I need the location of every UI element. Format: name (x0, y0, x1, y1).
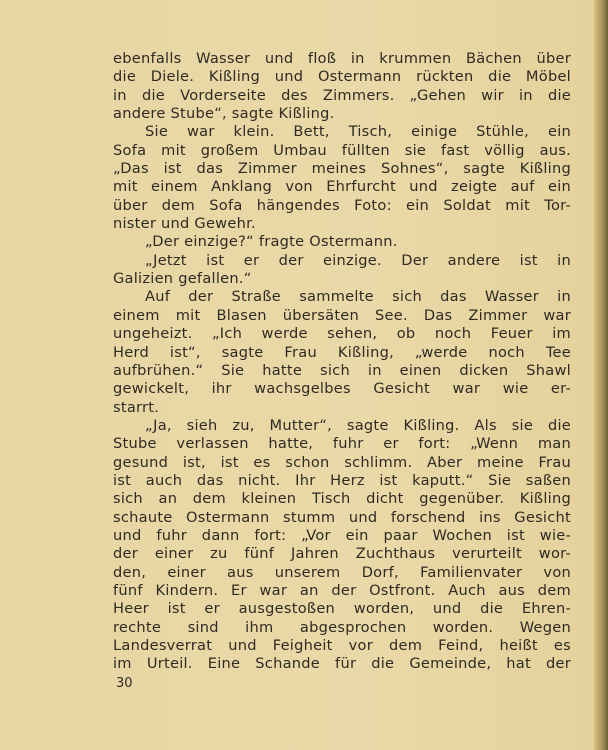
text-line-31: Heer ist er ausgestoßen worden, und die Ehren- (113, 600, 571, 618)
text-line-21: „Ja, sieh zu, Mutter“, sagte Kißling. Als sie die (145, 416, 571, 434)
text-line-25: sich an dem kleinen Tisch dicht gegenüber. Kißling (113, 490, 571, 508)
text-line-17: Herd ist“, sagte Frau Kißling, „werde noch Tee (113, 343, 571, 361)
text-line-7: „Das ist das Zimmer meines Sohnes“, sagte Kißling (113, 160, 571, 178)
text-line-2: die Diele. Kißling und Ostermann rückten die Möbel (113, 68, 571, 86)
body-text (113, 50, 571, 674)
text-line-30: fünf Kindern. Er war an der Ostfront. Auch aus dem (113, 581, 571, 599)
text-line-26: schaute Ostermann stumm und forschend ins Gesicht (113, 508, 571, 526)
text-line-27: und fuhr dann fort: „Vor ein paar Wochen ist wie- (113, 526, 571, 544)
text-line-11: „Der einzige?“ fragte Ostermann. (145, 233, 398, 251)
text-line-23: gesund ist, ist es schon schlimm. Aber meine Frau (113, 453, 571, 471)
text-line-18: aufbrühen.“ Sie hatte sich in einen dicken Shawl (113, 361, 571, 379)
text-line-3: in die Vorderseite des Zimmers. „Gehen wir in die (113, 86, 571, 104)
text-line-8: mit einem Anklang von Ehrfurcht und zeigte auf ein (113, 178, 571, 196)
text-line-28: der einer zu fünf Jahren Zuchthaus verurteilt wor- (113, 545, 571, 563)
text-line-10: nister und Gewehr. (113, 215, 256, 233)
text-line-14: Auf der Straße sammelte sich das Wasser in (145, 288, 571, 306)
text-line-9: über dem Sofa hängendes Foto: ein Soldat mit Tor- (113, 196, 571, 214)
text-line-15: einem mit Blasen übersäten See. Das Zimmer war (113, 306, 571, 324)
page-edge-shadow (594, 0, 608, 750)
text-line-20: starrt. (113, 398, 160, 416)
text-line-33: Landesverrat und Feigheit vor dem Feind, heißt es (113, 637, 571, 654)
text-line-5: Sie war klein. Bett, Tisch, einige Stühle, ein (145, 123, 571, 141)
text-line-34: im Urteil. Eine Schande für die Gemeinde, hat der (113, 655, 571, 673)
text-line-16: ungeheizt. „Ich werde sehen, ob noch Feuer im (113, 325, 571, 343)
text-line-4: andere Stube“, sagte Kißling. (113, 105, 335, 123)
text-line-29: den, einer aus unserem Dorf, Familienvater von (113, 563, 571, 581)
text-line-19: gewickelt, ihr wachsgelbes Gesicht war wie er- (113, 380, 571, 398)
text-line-12: „Jetzt ist er der einzige. Der andere ist in (145, 251, 571, 269)
text-line-32: rechte sind ihm abgesprochen worden. Wegen (113, 618, 571, 636)
page-number: 30 (116, 676, 133, 691)
text-line-22: Stube verlassen hatte, fuhr er fort: „Wenn man (113, 435, 571, 453)
text-line-6: Sofa mit großem Umbau füllten sie fast völlig aus. (113, 141, 571, 159)
text-line-13: Galizien gefallen.“ (113, 270, 252, 288)
text-line-24: ist auch das nicht. Ihr Herz ist kaputt.“ Sie saßen (113, 471, 571, 489)
text-line-1: ebenfalls Wasser und floß in krummen Bächen über (113, 50, 571, 67)
